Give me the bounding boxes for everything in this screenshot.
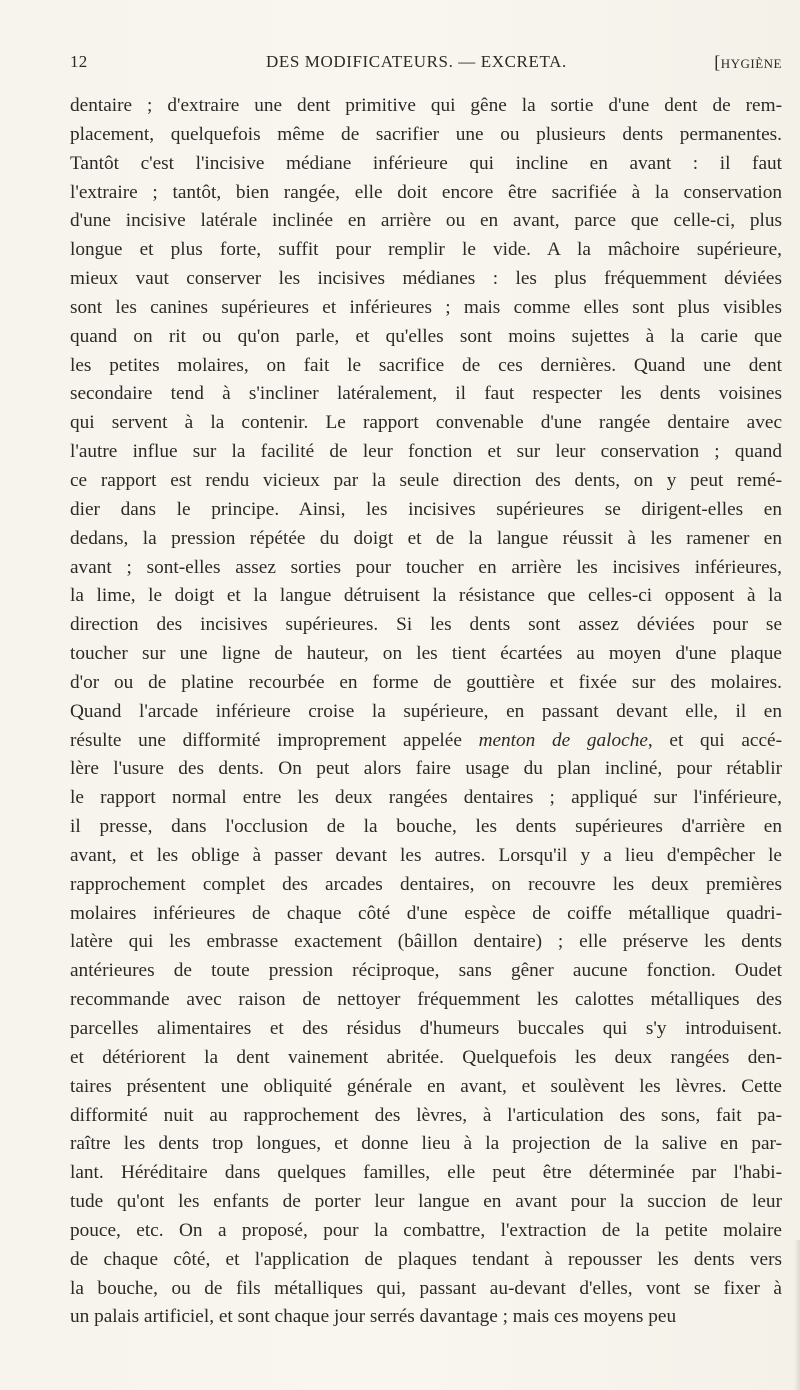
- section-tag: [714, 52, 782, 73]
- text-line: il presse, dans l'occlusion de la bouche, les dents supérieures d'arrière en: [70, 816, 782, 838]
- text-line: ce rapport est rendu vicieux par la seule direction des dents, on y peut remé-: [70, 469, 782, 491]
- text-line: placement, quelquefois même de sacrifier une ou plusieurs dents permanentes.: [70, 123, 782, 145]
- text-line: Tantôt c'est l'incisive médiane inférieure qui incline en avant : il faut: [70, 152, 782, 174]
- text-line: d'une incisive latérale inclinée en arrière ou en avant, parce que celle-ci, plus: [70, 210, 782, 232]
- page-edge-shadow: [794, 1240, 800, 1390]
- text-line: avant ; sont-elles assez sorties pour toucher en arrière les incisives inférieures,: [70, 556, 782, 578]
- text-line: direction des incisives supérieures. Si les dents sont assez déviées pour se: [70, 614, 782, 636]
- text-line: longue et plus forte, suffit pour remplir le vide. A la mâchoire supérieure,: [70, 239, 782, 261]
- text-line: la bouche, ou de fils métalliques qui, passant au-devant d'elles, vont se fixer à: [70, 1277, 782, 1299]
- text-line: secondaire tend à s'incliner latéralement, il faut respecter les dents voisines: [70, 383, 782, 405]
- text-line: taires présentent une obliquité générale en avant, et soulèvent les lèvres. Cette: [70, 1075, 782, 1097]
- text-line: sont les canines supérieures et inférieures ; mais comme elles sont plus visibles: [70, 296, 782, 318]
- text-line: mieux vaut conserver les incisives médianes : les plus fréquemment déviées: [70, 268, 782, 290]
- text-line: quand on rit ou qu'on parle, et qu'elles sont moins sujettes à la carie que: [70, 325, 782, 347]
- text-line: d'or ou de platine recourbée en forme de gouttière et fixée sur des molaires.: [70, 671, 782, 693]
- text-line: toucher sur une ligne de hauteur, on les tient écartées au moyen d'une plaque: [70, 643, 782, 665]
- text-line: lant. Héréditaire dans quelques familles, elle peut être déterminée par l'habi-: [70, 1162, 782, 1184]
- text-line: avant, et les oblige à passer devant les autres. Lorsqu'il y a lieu d'empêcher le: [70, 844, 782, 866]
- italic-term: menton de galoche: [478, 729, 648, 751]
- text-line: tude qu'ont les enfants de porter leur langue en avant pour la succion de leur: [70, 1191, 782, 1213]
- text-line: rapprochement complet des arcades dentaires, on recouvre les deux premières: [70, 873, 782, 895]
- text-line: l'autre influe sur la facilité de leur fonction et sur leur conservation ; quand: [70, 441, 782, 463]
- text-line: parcelles alimentaires et des résidus d'humeurs buccales qui s'y introduisent.: [70, 1018, 782, 1039]
- text-line: difformité nuit au rapprochement des lèvres, à l'articulation des sons, fait pa-: [70, 1104, 782, 1126]
- text-line: dier dans le principe. Ainsi, les incisives supérieures se dirigent-elles en: [70, 498, 782, 520]
- text-line: raître les dents trop longues, et donne lieu à la projection de la salive en par-: [70, 1133, 782, 1155]
- text-line: résulte une difformité improprement appelée menton de galoche, et qui accé-: [70, 729, 782, 751]
- page-header: [70, 52, 782, 82]
- section-tag-text: HYGIÈNE: [720, 56, 782, 71]
- text-line: et détériorent la dent vainement abritée. Quelquefois les deux rangées den-: [70, 1046, 782, 1068]
- text-line: dentaire ; d'extraire une dent primitive qui gêne la sortie d'une dent de rem-: [70, 95, 782, 116]
- section-tag-bracket: [: [714, 52, 721, 72]
- text-line: la lime, le doigt et la langue détruisent la résistance que celles-ci opposent à la: [70, 585, 782, 607]
- text-line: Quand l'arcade inférieure croise la supérieure, en passant devant elle, il en: [70, 700, 782, 722]
- text-line: le rapport normal entre les deux rangées dentaires ; appliqué sur l'inférieure,: [70, 787, 782, 809]
- text-line: latère qui les embrasse exactement (bâillon dentaire) ; elle préserve les dents: [70, 931, 782, 953]
- running-title: DES MODIFICATEURS. — EXCRETA.: [266, 52, 567, 71]
- text-line: qui servent à la contenir. Le rapport convenable d'une rangée dentaire avec: [70, 412, 782, 434]
- text-line: un palais artificiel, et sont chaque jour serrés davantage ; mais ces moyens peu: [70, 1306, 677, 1328]
- text-line: recommande avec raison de nettoyer fréquemment les calottes métalliques des: [70, 989, 782, 1011]
- text-line: l'extraire ; tantôt, bien rangée, elle doit encore être sacrifiée à la conservation: [70, 181, 782, 203]
- text-line: antérieures de toute pression réciproque, sans gêner aucune fonction. Oudet: [70, 960, 782, 982]
- text-line: molaires inférieures de chaque côté d'une espèce de coiffe métallique quadri-: [70, 902, 782, 924]
- body-text: [70, 92, 782, 1332]
- text-line: dedans, la pression répétée du doigt et de la langue réussit à les ramener en: [70, 527, 782, 549]
- page-number: 12: [70, 52, 88, 71]
- text-line: lère l'usure des dents. On peut alors faire usage du plan incliné, pour rétablir: [70, 758, 782, 780]
- text-line: pouce, etc. On a proposé, pour la combattre, l'extraction de la petite molaire: [70, 1219, 782, 1241]
- text-line: de chaque côté, et l'application de plaques tendant à repousser les dents vers: [70, 1248, 782, 1270]
- text-line: les petites molaires, on fait le sacrifice de ces dernières. Quand une dent: [70, 354, 782, 376]
